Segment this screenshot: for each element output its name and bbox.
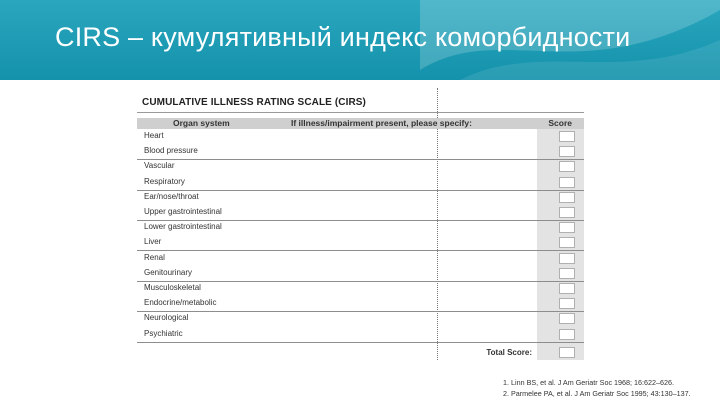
score-box[interactable]: [559, 329, 575, 340]
organ-label: Ear/nose/throat: [144, 191, 199, 201]
table-row: [137, 266, 584, 282]
table-row: [137, 296, 584, 312]
table-row: [137, 175, 584, 191]
score-box[interactable]: [559, 283, 575, 294]
score-box[interactable]: [559, 146, 575, 157]
slide-title: CIRS – кумулятивный индекс коморбидности: [55, 22, 631, 52]
table-row: [137, 190, 584, 205]
score-box[interactable]: [559, 192, 575, 203]
header-specify: If illness/impairment present, please specify:: [291, 118, 472, 128]
references: [503, 377, 718, 399]
score-box[interactable]: [559, 207, 575, 218]
organ-label: Lower gastrointestinal: [144, 222, 222, 232]
table-row: [137, 205, 584, 221]
organ-label: Liver: [144, 237, 162, 247]
table-row: [137, 327, 584, 343]
reference-2: 2. Parmelee PA, et al. J Am Geriatr Soc 1995; 43:130–137.: [503, 389, 691, 398]
table-row: [137, 129, 584, 144]
score-box[interactable]: [559, 161, 575, 172]
table-row: [137, 144, 584, 160]
form-title-row: [137, 94, 584, 113]
organ-label: Heart: [144, 131, 164, 140]
total-score-box[interactable]: [559, 347, 575, 358]
organ-label: Genitourinary: [144, 267, 193, 277]
cirs-form: [137, 92, 584, 360]
form-title: CUMULATIVE ILLNESS RATING SCALE (CIRS): [142, 97, 366, 108]
organ-label: Respiratory: [144, 176, 185, 186]
score-box[interactable]: [559, 177, 575, 188]
score-box[interactable]: [559, 131, 575, 142]
score-box[interactable]: [559, 222, 575, 233]
table-row: [137, 220, 584, 235]
organ-label: Psychiatric: [144, 328, 183, 338]
score-box[interactable]: [559, 313, 575, 324]
header-organ-system: Organ system: [173, 118, 230, 128]
title-banner: [0, 0, 720, 80]
organ-label: Musculoskeletal: [144, 283, 201, 292]
score-box[interactable]: [559, 237, 575, 248]
table-row: [137, 159, 584, 174]
organ-label: Neurological: [144, 313, 189, 323]
organ-label: Upper gastrointestinal: [144, 207, 222, 216]
total-row: [137, 346, 584, 360]
reference-1: 1. Linn BS, et al. J Am Geriatr Soc 1968; 16:622–626.: [503, 378, 675, 387]
table-row: [137, 235, 584, 251]
score-box[interactable]: [559, 298, 575, 309]
header-score: Score: [548, 118, 572, 128]
organ-label: Blood pressure: [144, 146, 198, 156]
score-box[interactable]: [559, 268, 575, 279]
score-box[interactable]: [559, 253, 575, 264]
organ-label: Renal: [144, 252, 165, 262]
organ-label: Vascular: [144, 161, 175, 171]
table-row: [137, 281, 584, 296]
organ-label: Endocrine/metabolic: [144, 298, 217, 308]
total-score-label: Total Score:: [486, 348, 532, 357]
table-header: [137, 118, 584, 129]
table-row: [137, 311, 584, 326]
table-row: [137, 251, 584, 266]
